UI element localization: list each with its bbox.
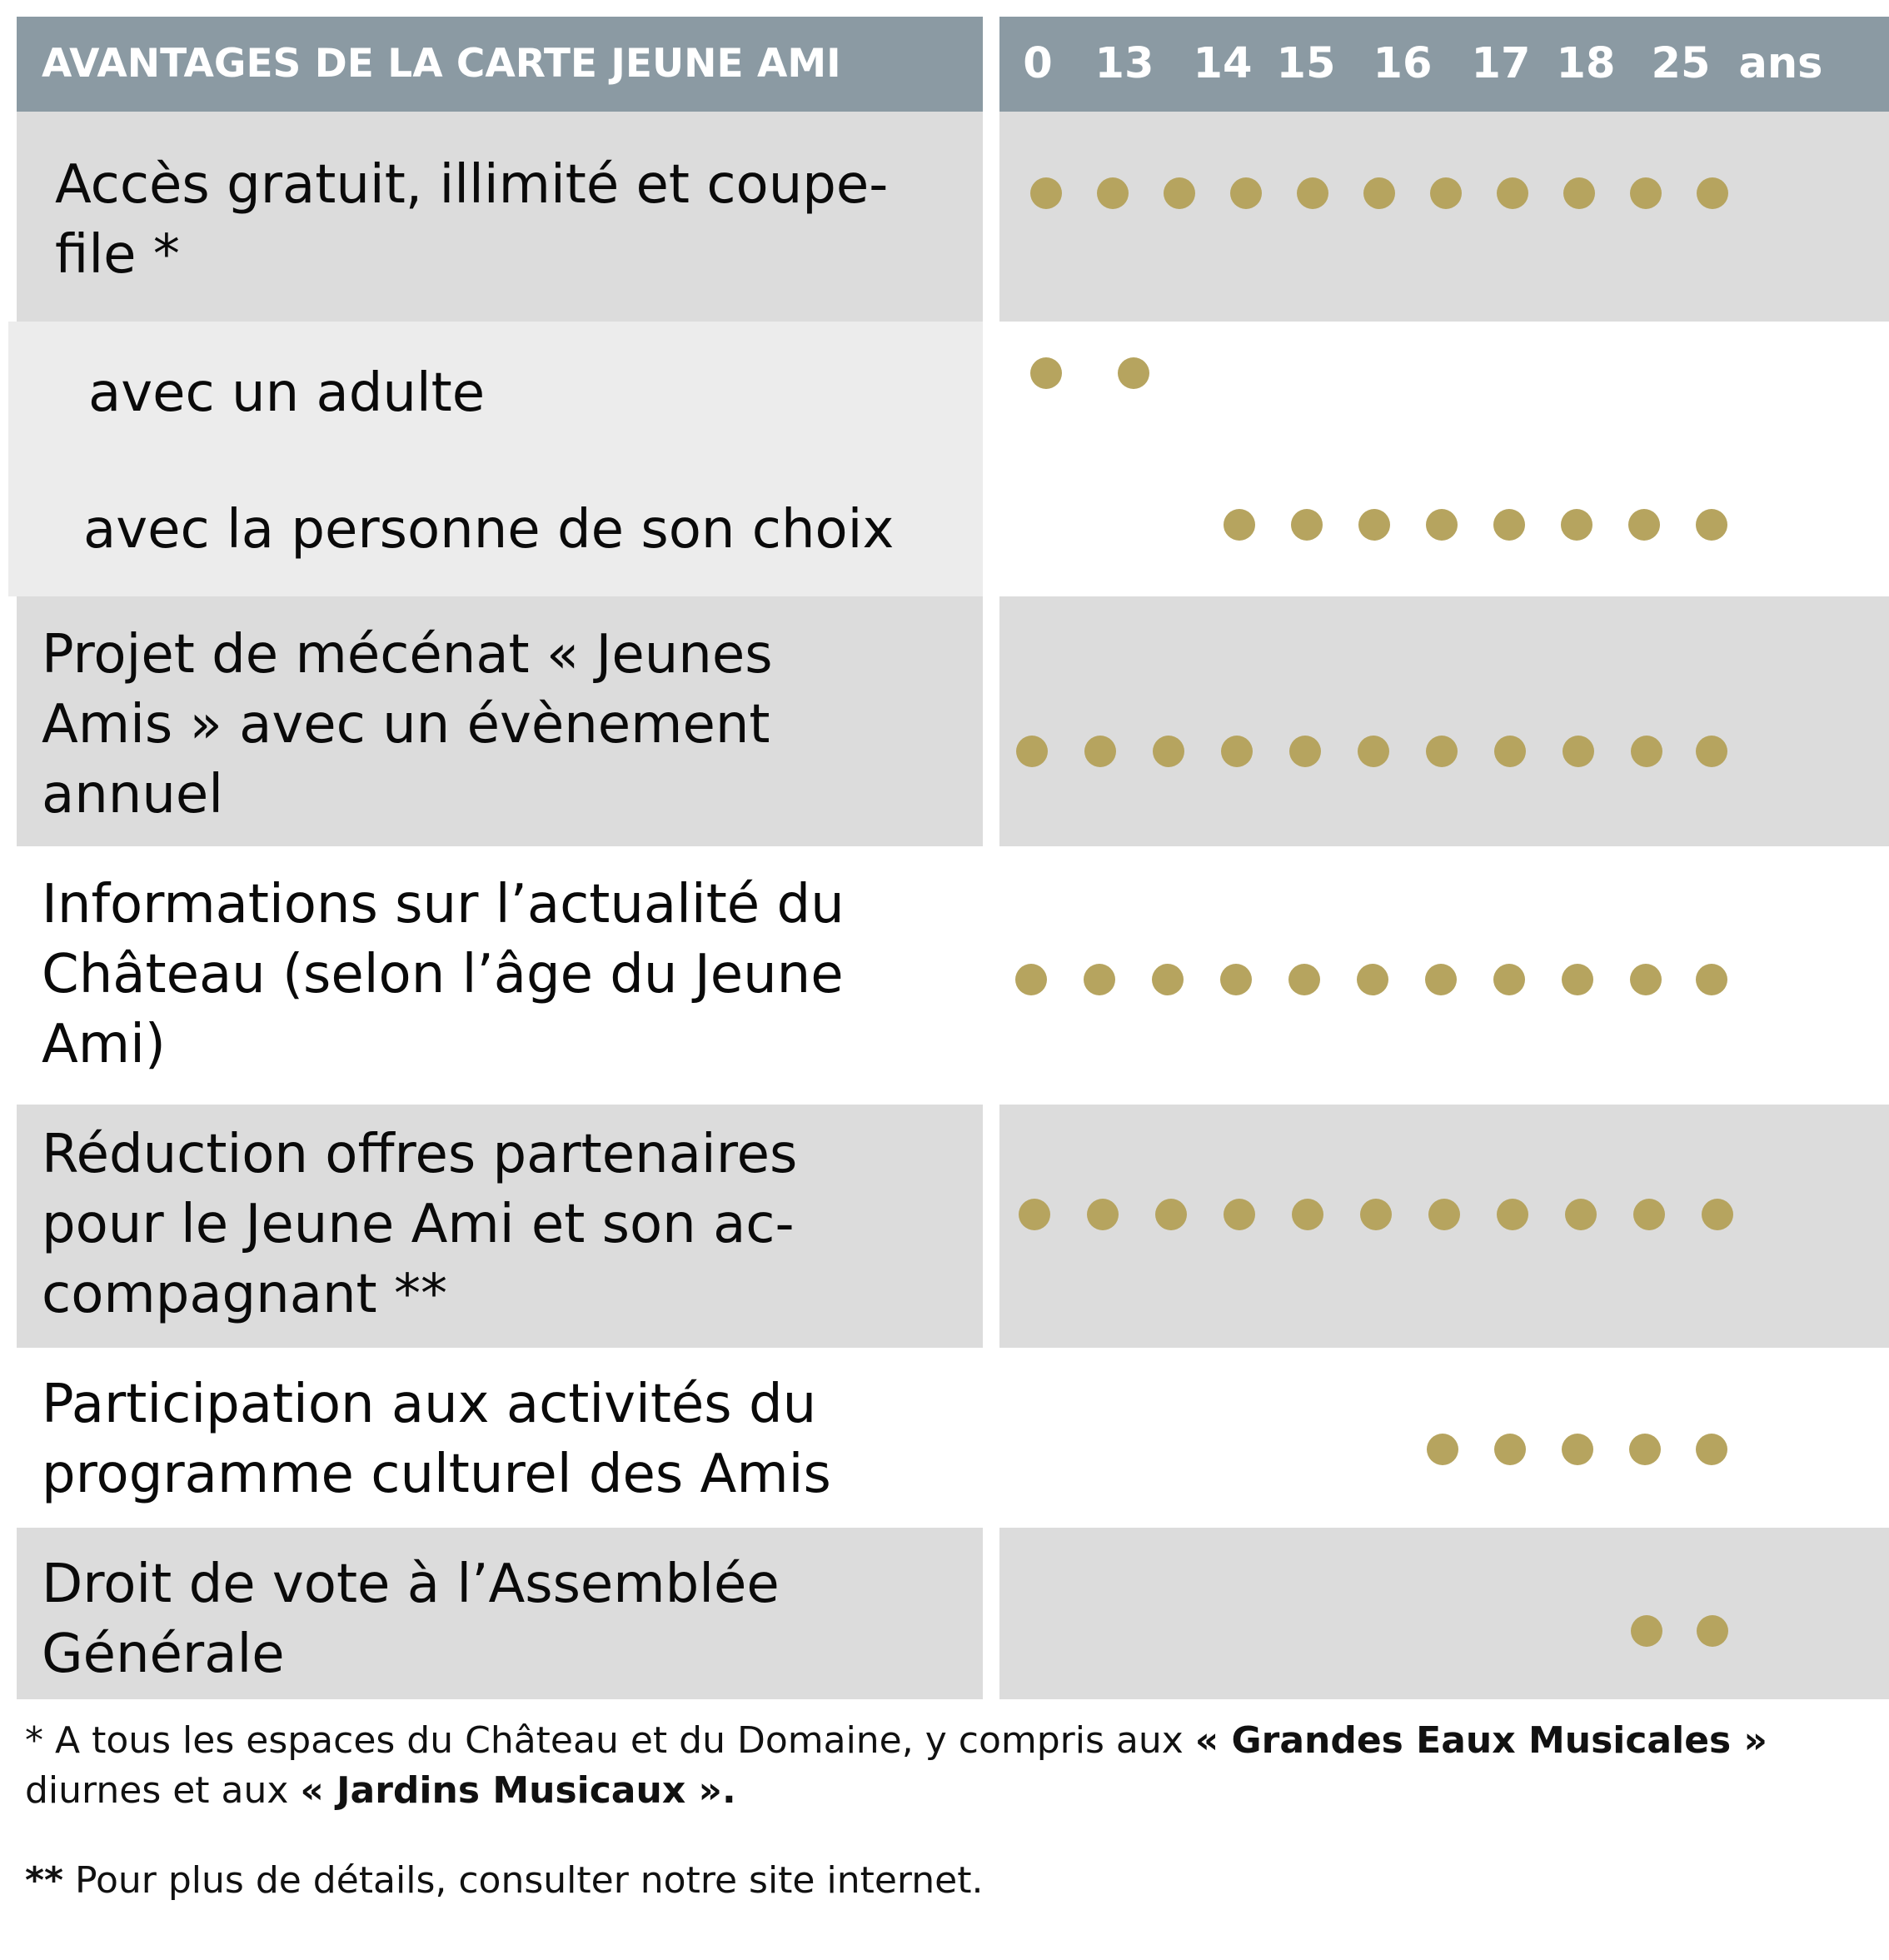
- eligibility-dot: [1358, 509, 1390, 541]
- footnote-1: [25, 1716, 1874, 1816]
- eligibility-dot: [1633, 1199, 1665, 1230]
- eligibility-dot: [1292, 1199, 1323, 1230]
- age-label: 15: [1276, 39, 1336, 88]
- eligibility-dot: [1297, 177, 1328, 209]
- eligibility-dot: [1631, 1615, 1662, 1647]
- eligibility-dot: [1019, 1199, 1050, 1230]
- eligibility-dot: [1494, 1434, 1526, 1465]
- eligibility-dot: [1426, 736, 1458, 767]
- row-label-discounts: Réduction offres partenaires pour le Jeune Ami et son ac- compagnant **: [42, 1124, 798, 1325]
- eligibility-dot: [1563, 177, 1595, 209]
- eligibility-dot: [1155, 1199, 1187, 1230]
- eligibility-dot: [1015, 964, 1047, 995]
- eligibility-dot: [1118, 357, 1149, 389]
- age-label: 17: [1471, 39, 1531, 88]
- table-header-left: [17, 17, 983, 112]
- row-label-news: Informations sur l’actualité du Château (selon l’âge du Jeune Ami): [42, 874, 845, 1075]
- age-label: 14: [1193, 39, 1253, 88]
- eligibility-dot: [1702, 1199, 1733, 1230]
- age-label: 16: [1373, 39, 1433, 88]
- eligibility-dot: [1291, 509, 1323, 541]
- eligibility-dot: [1084, 964, 1115, 995]
- footnote-1-bold-2: « Jardins Musicaux ».: [300, 1769, 736, 1812]
- eligibility-dot: [1630, 177, 1662, 209]
- eligibility-dot: [1630, 964, 1662, 995]
- eligibility-dot: [1697, 177, 1728, 209]
- eligibility-dot: [1152, 964, 1184, 995]
- eligibility-dot: [1628, 509, 1660, 541]
- eligibility-dot: [1220, 964, 1252, 995]
- eligibility-dot: [1357, 964, 1388, 995]
- eligibility-dot: [1563, 736, 1594, 767]
- eligibility-dot: [1427, 1434, 1458, 1465]
- eligibility-dot: [1696, 1434, 1727, 1465]
- row-label-cultural-program: Participation aux activités du programme culturel des Amis: [42, 1374, 831, 1505]
- eligibility-dot: [1224, 509, 1255, 541]
- eligibility-dot: [1562, 964, 1593, 995]
- row-label-patronage: Projet de mécénat « Jeunes Amis » avec un évènement annuel: [42, 624, 773, 825]
- eligibility-dot: [1631, 736, 1662, 767]
- eligibility-dot: [1288, 964, 1320, 995]
- eligibility-dot: [1164, 177, 1195, 209]
- eligibility-dot: [1221, 736, 1253, 767]
- table-title: AVANTAGES DE LA CARTE JEUNE AMI: [42, 41, 841, 87]
- eligibility-dot: [1097, 177, 1129, 209]
- table-row-vote-dots-cell: [999, 1528, 1889, 1699]
- age-label: 13: [1094, 39, 1154, 88]
- eligibility-dot: [1493, 509, 1525, 541]
- footnote-1-bold-1: « Grandes Eaux Musicales »: [1194, 1719, 1767, 1762]
- eligibility-dot: [1030, 177, 1062, 209]
- eligibility-dot: [1363, 177, 1395, 209]
- eligibility-dot: [1153, 736, 1184, 767]
- eligibility-dot: [1497, 1199, 1528, 1230]
- eligibility-dot: [1289, 736, 1321, 767]
- row-label-free-access: Accès gratuit, illimité et coupe- file *: [55, 154, 889, 286]
- eligibility-dot: [1084, 736, 1116, 767]
- eligibility-dot: [1494, 736, 1526, 767]
- eligibility-dot: [1629, 1434, 1661, 1465]
- eligibility-dot: [1696, 736, 1727, 767]
- eligibility-dot: [1561, 509, 1592, 541]
- footnote-2-marker: **: [25, 1859, 64, 1902]
- footnote-2: [25, 1856, 1874, 1906]
- eligibility-dot: [1696, 964, 1727, 995]
- eligibility-dot: [1426, 509, 1458, 541]
- table-row-patronage-dots-cell: [999, 596, 1889, 846]
- eligibility-dot: [1428, 1199, 1460, 1230]
- footnote-1-text: * A tous les espaces du Château et du Domaine, y compris aux: [25, 1719, 1195, 1762]
- row-label-with-adult: avec un adulte: [88, 362, 486, 424]
- eligibility-dot: [1493, 964, 1525, 995]
- eligibility-dot: [1696, 509, 1727, 541]
- eligibility-dot: [1030, 357, 1062, 389]
- row-label-with-chosen-person: avec la personne de son choix: [83, 499, 895, 561]
- eligibility-dot: [1087, 1199, 1119, 1230]
- table-row-free-access-dots-cell: [999, 112, 1889, 322]
- footnote-2-text: Pour plus de détails, consulter notre site internet.: [63, 1859, 984, 1902]
- eligibility-dot: [1016, 736, 1048, 767]
- row-label-vote: Droit de vote à l’Assemblée Générale: [42, 1554, 780, 1685]
- eligibility-dot: [1230, 177, 1262, 209]
- age-label: ans: [1738, 39, 1823, 88]
- age-label: 25: [1651, 39, 1711, 88]
- age-label: 18: [1556, 39, 1616, 88]
- eligibility-dot: [1425, 964, 1457, 995]
- eligibility-dot: [1430, 177, 1462, 209]
- table-header-ages: [999, 17, 1889, 112]
- eligibility-dot: [1360, 1199, 1392, 1230]
- footnote-1-text-2: diurnes et aux: [25, 1769, 301, 1812]
- eligibility-dot: [1497, 177, 1528, 209]
- eligibility-dot: [1697, 1615, 1728, 1647]
- eligibility-dot: [1358, 736, 1389, 767]
- eligibility-dot: [1224, 1199, 1255, 1230]
- eligibility-dot: [1562, 1434, 1593, 1465]
- age-label: 0: [1023, 39, 1053, 88]
- eligibility-dot: [1565, 1199, 1597, 1230]
